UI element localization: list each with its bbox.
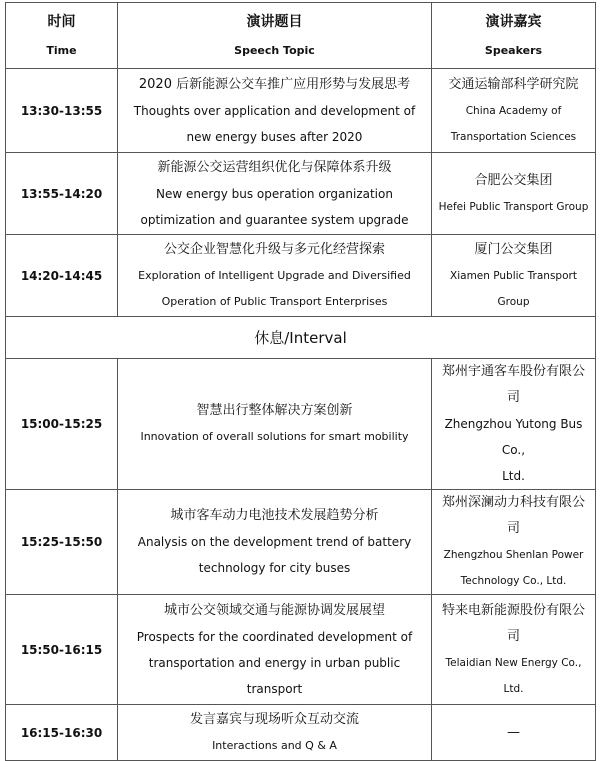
session-topic	[118, 595, 432, 705]
speaker-en: Hefei Public Transport Group	[438, 200, 589, 213]
session-speaker	[432, 153, 596, 235]
session-topic	[118, 359, 432, 490]
table-row	[6, 69, 596, 153]
speaker-zh: 交通运输部科学研究院	[448, 76, 579, 92]
speaker-zh: 厦门公交集团	[474, 241, 553, 257]
topic-zh: 2020 后新能源公交车推广应用形势与发展思考	[138, 76, 411, 92]
speaker-zh: 合肥公交集团	[474, 172, 553, 188]
speaker-zh: 特来电新能源股份有限公司	[441, 602, 585, 644]
header-topic-cell	[118, 3, 432, 69]
session-time: 14:20-14:45	[6, 235, 118, 317]
table-row	[6, 359, 596, 490]
topic-en: technology for city buses	[198, 561, 351, 575]
table-row	[6, 235, 596, 317]
session-time: 15:50-16:15	[6, 595, 118, 705]
session-time: 13:30-13:55	[6, 69, 118, 153]
header-speakers-zh: 演讲嘉宾	[485, 13, 542, 30]
session-time: 13:55-14:20	[6, 153, 118, 235]
session-speaker	[432, 705, 596, 761]
topic-en: Interactions and Q & A	[212, 738, 337, 752]
table-row	[6, 595, 596, 705]
header-speakers-cell	[432, 3, 596, 69]
topic-en: Operation of Public Transport Enterprises	[161, 294, 388, 308]
header-topic-en: Speech Topic	[234, 43, 315, 57]
session-time: 16:15-16:30	[6, 705, 118, 761]
session-speaker	[432, 69, 596, 153]
speaker-zh: —	[507, 724, 520, 740]
topic-en: Exploration of Intelligent Upgrade and Diversified	[138, 268, 411, 282]
header-time-en: Time	[46, 43, 77, 57]
speaker-en: Transportation Sciences	[450, 130, 577, 143]
interval-row	[6, 317, 596, 359]
speaker-en: Ltd.	[502, 469, 525, 483]
session-topic	[118, 705, 432, 761]
header-topic-zh: 演讲题目	[246, 13, 303, 30]
session-time: 15:00-15:25	[6, 359, 118, 490]
table-row	[6, 705, 596, 761]
speaker-en: Telaidian New Energy Co., Ltd.	[445, 656, 582, 695]
speaker-en: Zhengzhou Yutong Bus Co.,	[444, 417, 583, 457]
topic-en: Analysis on the development trend of battery	[137, 535, 412, 549]
topic-en: Prospects for the coordinated development of	[136, 629, 413, 644]
topic-zh: 新能源公交运营组织优化与保障体系升级	[157, 159, 392, 175]
header-row	[6, 3, 596, 69]
session-speaker	[432, 595, 596, 705]
topic-zh: 公交企业智慧化升级与多元化经营探索	[163, 241, 385, 257]
speaker-en: Zhengzhou Shenlan Power	[443, 549, 584, 561]
speaker-zh: 郑州深澜动力科技有限公司	[441, 495, 585, 536]
table-row	[6, 490, 596, 595]
session-speaker	[432, 490, 596, 595]
header-time-zh: 时间	[47, 13, 76, 30]
topic-en: new energy buses after 2020	[186, 129, 363, 144]
header-time-cell	[6, 3, 118, 69]
speaker-zh: 郑州宇通客车股份有限公司	[441, 364, 585, 405]
topic-zh: 发言嘉宾与现场听众互动交流	[189, 711, 359, 727]
topic-en: transportation and energy in urban public	[148, 655, 401, 670]
header-speakers-en: Speakers	[484, 43, 543, 57]
session-speaker	[432, 235, 596, 317]
session-topic	[118, 69, 432, 153]
agenda-table	[5, 2, 596, 761]
speaker-en: China Academy of	[465, 104, 562, 117]
topic-zh: 智慧出行整体解决方案创新	[196, 403, 353, 418]
session-topic	[118, 235, 432, 317]
interval-label: 休息/Interval	[6, 317, 596, 359]
topic-en: Thoughts over application and development of	[133, 103, 416, 118]
speaker-en: Technology Co., Ltd.	[460, 575, 567, 587]
topic-en: New energy bus operation organization	[156, 186, 393, 201]
session-time: 15:25-15:50	[6, 490, 118, 595]
session-topic	[118, 490, 432, 595]
topic-en: optimization and guarantee system upgrade	[140, 212, 409, 227]
speaker-en: Xiamen Public Transport Group	[450, 269, 577, 308]
table-row	[6, 153, 596, 235]
session-speaker	[432, 359, 596, 490]
topic-zh: 城市客车动力电池技术发展趋势分析	[170, 508, 379, 523]
session-topic	[118, 153, 432, 235]
topic-en: transport	[246, 681, 303, 696]
topic-en: Innovation of overall solutions for smart mobility	[140, 430, 409, 443]
topic-zh: 城市公交领域交通与能源协调发展展望	[163, 602, 385, 618]
